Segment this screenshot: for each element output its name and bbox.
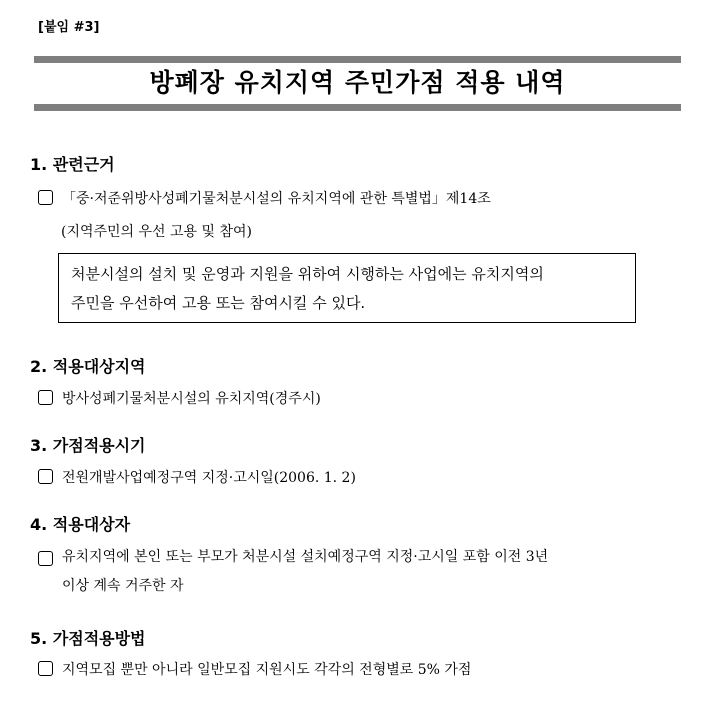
checkbox-icon <box>38 190 53 205</box>
title-bottom-rule <box>34 104 681 111</box>
law-quote-line-1: 처분시설의 설치 및 운영과 지원을 위하여 시행하는 사업에는 유치지역의 <box>71 265 544 283</box>
law-quote-line-2: 주민을 우선하여 고용 또는 참여시킬 수 있다. <box>71 294 366 312</box>
checkbox-icon <box>38 661 53 676</box>
section-2-item-text: 방사성폐기물처분시설의 유치지역(경주시) <box>62 391 321 407</box>
section-2-item <box>38 388 321 408</box>
section-5-item-text: 지역모집 뿐만 아니라 일반모집 지원시도 각각의 전형별로 5% 가점 <box>62 662 472 678</box>
section-4-heading: 4. 적용대상자 <box>30 515 131 534</box>
section-1-item-text: 「중·저준위방사성폐기물처분시설의 유치지역에 관한 특별법」제14조 <box>62 191 491 207</box>
checkbox-icon <box>38 390 53 405</box>
page-title: 방폐장 유치지역 주민가점 적용 내역 <box>149 68 566 97</box>
section-1-item <box>38 188 491 208</box>
section-2-heading: 2. 적용대상지역 <box>30 357 146 376</box>
section-3-heading: 3. 가점적용시기 <box>30 436 146 455</box>
title-top-rule <box>34 56 681 63</box>
section-3-item-text: 전원개발사업예정구역 지정·고시일(2006. 1. 2) <box>62 470 356 486</box>
section-5-heading: 5. 가점적용방법 <box>30 629 146 648</box>
section-3-item <box>38 467 356 487</box>
section-4-item-line-1: 유치지역에 본인 또는 부모가 처분시설 설치예정구역 지정·고시일 포함 이전 3년 <box>62 549 549 565</box>
section-4-item-line-2: 이상 계속 거주한 자 <box>62 578 184 594</box>
checkbox-icon <box>38 469 53 484</box>
law-quote-box <box>58 253 636 323</box>
section-1-heading: 1. 관련근거 <box>30 155 115 174</box>
section-4-item-text <box>62 543 548 601</box>
section-4-item <box>38 543 548 601</box>
section-5-item <box>38 659 471 679</box>
section-1-subtext: (지역주민의 우선 고용 및 참여) <box>61 224 253 240</box>
checkbox-icon <box>38 551 53 566</box>
attachment-tag: [붙임 #3] <box>38 20 100 35</box>
